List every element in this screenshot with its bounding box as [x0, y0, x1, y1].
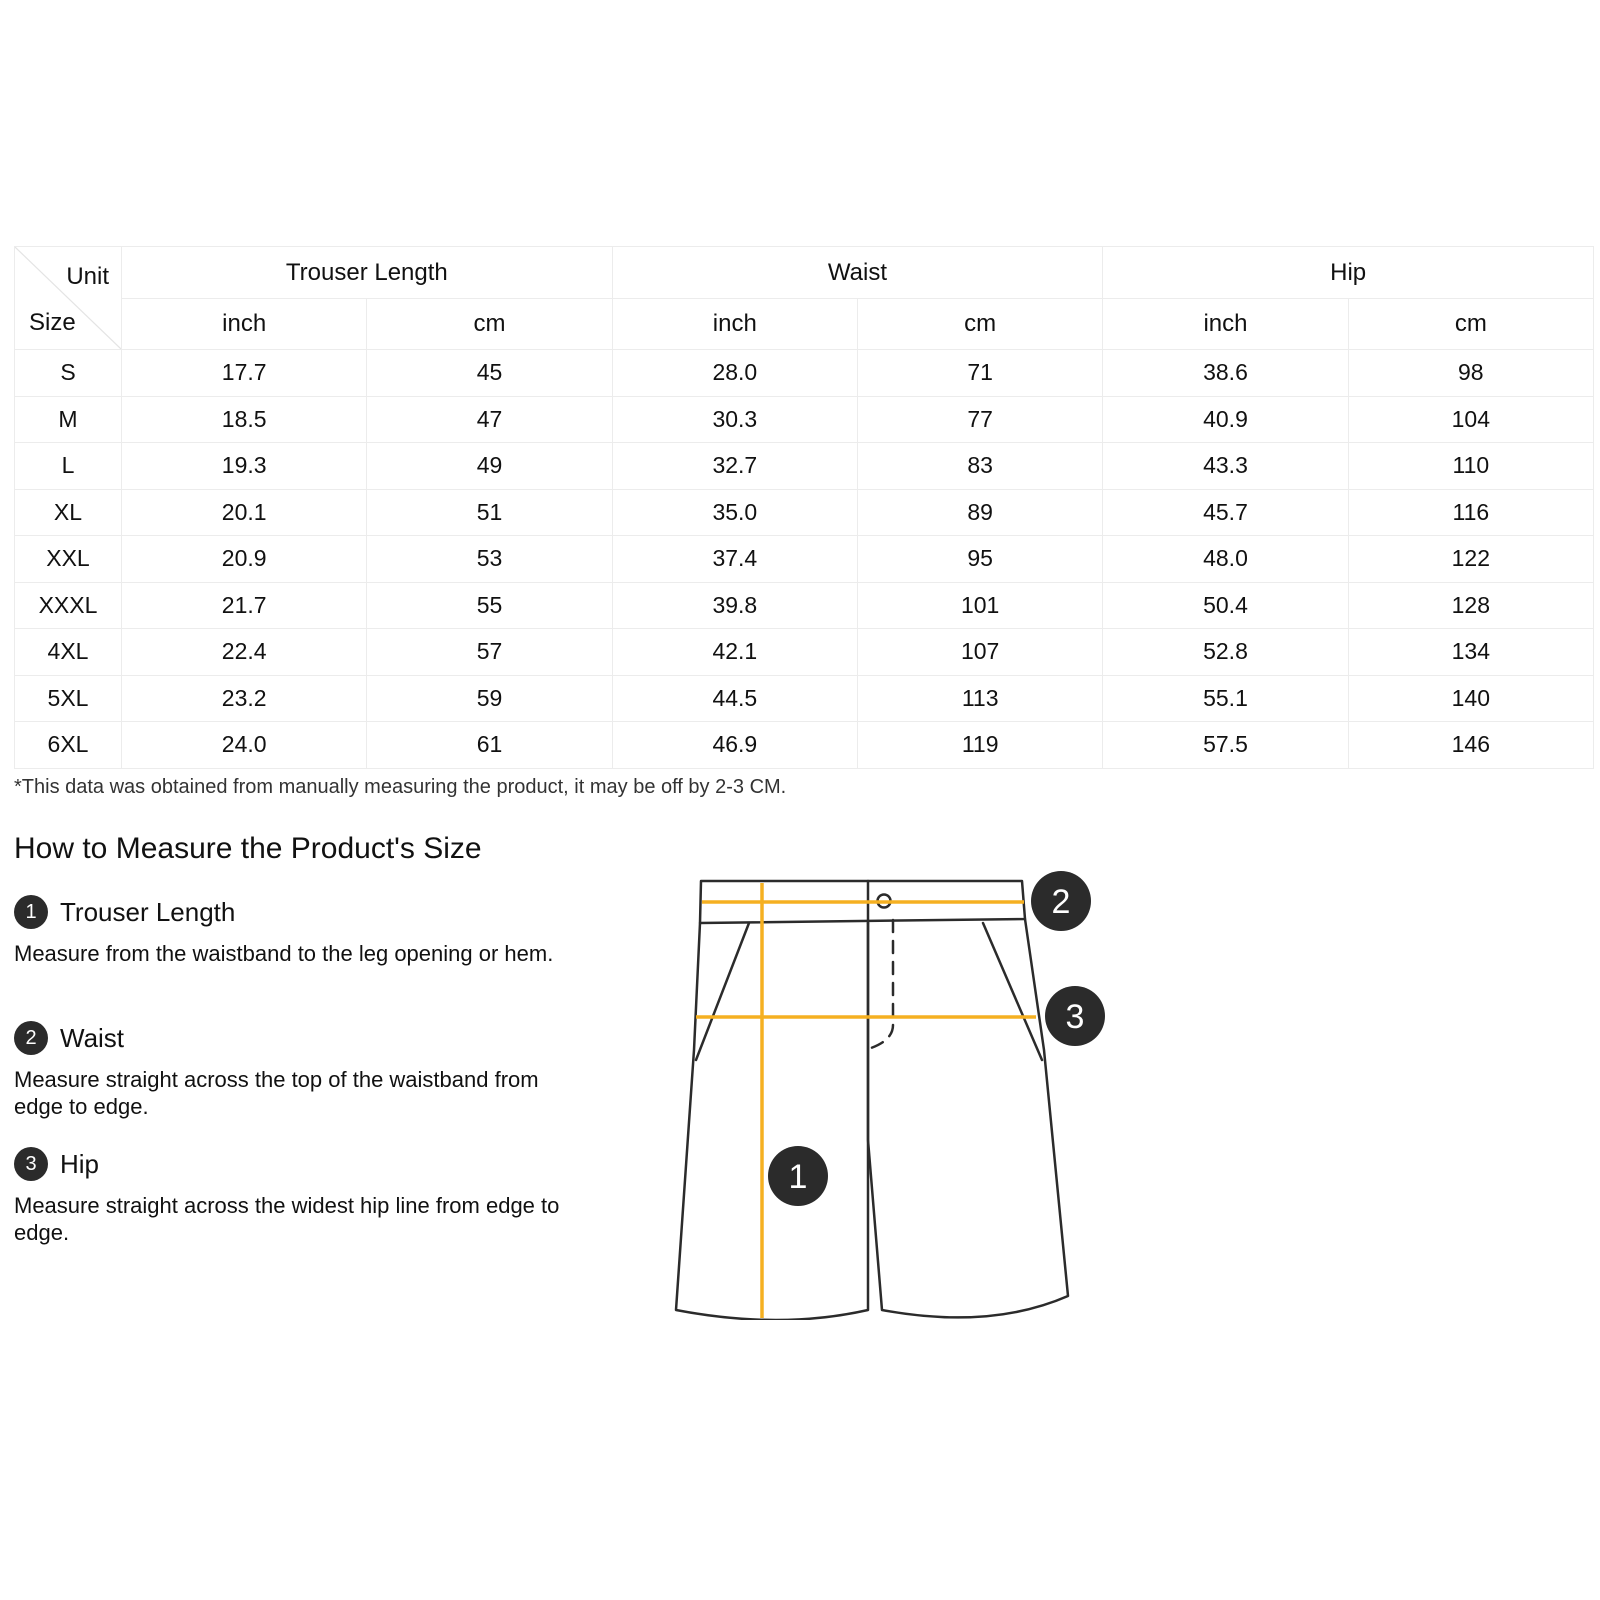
- size-label: Size: [29, 309, 76, 336]
- table-row: [15, 489, 1594, 536]
- table-row: [15, 536, 1594, 583]
- value-cell: 89: [857, 489, 1102, 536]
- left-leg-shape: [676, 923, 868, 1320]
- value-cell: 146: [1348, 722, 1593, 769]
- value-cell: 83: [857, 443, 1102, 490]
- value-cell: 46.9: [612, 722, 857, 769]
- table-row: [15, 629, 1594, 676]
- size-cell: XXXL: [15, 582, 122, 629]
- value-cell: 17.7: [122, 350, 367, 397]
- value-cell: 22.4: [122, 629, 367, 676]
- value-cell: 119: [857, 722, 1102, 769]
- group-header-trouser-length: Trouser Length: [122, 247, 613, 299]
- unit-header: inch: [1103, 299, 1348, 350]
- size-chart-table: [14, 246, 1594, 769]
- value-cell: 45.7: [1103, 489, 1348, 536]
- size-cell: XXL: [15, 536, 122, 583]
- value-cell: 28.0: [612, 350, 857, 397]
- value-cell: 95: [857, 536, 1102, 583]
- value-cell: 35.0: [612, 489, 857, 536]
- value-cell: 30.3: [612, 396, 857, 443]
- size-cell: XL: [15, 489, 122, 536]
- value-cell: 116: [1348, 489, 1593, 536]
- value-cell: 53: [367, 536, 612, 583]
- value-cell: 71: [857, 350, 1102, 397]
- unit-header: inch: [122, 299, 367, 350]
- table-row: [15, 443, 1594, 490]
- marker-label: 1: [788, 1158, 808, 1196]
- value-cell: 43.3: [1103, 443, 1348, 490]
- right-leg-shape: [868, 919, 1068, 1317]
- value-cell: 113: [857, 675, 1102, 722]
- size-cell: 5XL: [15, 675, 122, 722]
- value-cell: 40.9: [1103, 396, 1348, 443]
- step-name: Trouser Length: [60, 896, 236, 927]
- step-description: Measure straight across the widest hip line from edge to edge.: [14, 1193, 560, 1245]
- right-pocket-line: [983, 923, 1042, 1060]
- marker-label: 3: [1065, 998, 1085, 1036]
- marker-trouser-length: [768, 1146, 828, 1206]
- step-description: Measure straight across the top of the waistband from edge to edge.: [14, 1067, 539, 1119]
- value-cell: 38.6: [1103, 350, 1348, 397]
- value-cell: 44.5: [612, 675, 857, 722]
- table-row: [15, 722, 1594, 769]
- value-cell: 55.1: [1103, 675, 1348, 722]
- table-row: [15, 582, 1594, 629]
- value-cell: 20.1: [122, 489, 367, 536]
- step-name: Hip: [60, 1148, 100, 1179]
- value-cell: 104: [1348, 396, 1593, 443]
- step-trouser-length: [14, 894, 574, 967]
- table-row: [15, 675, 1594, 722]
- unit-header: inch: [612, 299, 857, 350]
- step-name: Waist: [60, 1022, 125, 1053]
- value-cell: 23.2: [122, 675, 367, 722]
- step-number-badge: 1: [14, 895, 48, 929]
- value-cell: 110: [1348, 443, 1593, 490]
- value-cell: 134: [1348, 629, 1593, 676]
- size-cell: 4XL: [15, 629, 122, 676]
- group-header-waist: Waist: [612, 247, 1103, 299]
- shorts-measurement-diagram: [650, 860, 1110, 1320]
- value-cell: 20.9: [122, 536, 367, 583]
- value-cell: 48.0: [1103, 536, 1348, 583]
- value-cell: 18.5: [122, 396, 367, 443]
- measure-guide-title: How to Measure the Product's Size: [14, 832, 482, 865]
- size-cell: S: [15, 350, 122, 397]
- value-cell: 55: [367, 582, 612, 629]
- value-cell: 47: [367, 396, 612, 443]
- value-cell: 21.7: [122, 582, 367, 629]
- value-cell: 49: [367, 443, 612, 490]
- unit-header: cm: [857, 299, 1102, 350]
- value-cell: 42.1: [612, 629, 857, 676]
- left-pocket-line: [696, 923, 749, 1060]
- value-cell: 140: [1348, 675, 1593, 722]
- marker-waist: [1031, 871, 1091, 931]
- marker-hip: [1045, 986, 1105, 1046]
- value-cell: 101: [857, 582, 1102, 629]
- step-number-badge: 2: [14, 1021, 48, 1055]
- value-cell: 39.8: [612, 582, 857, 629]
- marker-label: 2: [1051, 883, 1071, 921]
- size-cell: M: [15, 396, 122, 443]
- value-cell: 52.8: [1103, 629, 1348, 676]
- unit-size-corner-cell: [15, 247, 122, 350]
- value-cell: 37.4: [612, 536, 857, 583]
- step-waist: [14, 1020, 574, 1120]
- value-cell: 107: [857, 629, 1102, 676]
- value-cell: 24.0: [122, 722, 367, 769]
- table-row: [15, 396, 1594, 443]
- value-cell: 51: [367, 489, 612, 536]
- step-description: Measure from the waistband to the leg opening or hem.: [14, 941, 554, 966]
- group-header-hip: Hip: [1103, 247, 1594, 299]
- shorts-outline: [676, 881, 1068, 1320]
- fly-stitch: [871, 920, 893, 1048]
- value-cell: 50.4: [1103, 582, 1348, 629]
- size-cell: L: [15, 443, 122, 490]
- unit-header: cm: [1348, 299, 1593, 350]
- measurement-note: *This data was obtained from manually measuring the product, it may be off by 2-3 CM.: [14, 776, 787, 798]
- value-cell: 57: [367, 629, 612, 676]
- step-number-badge: 3: [14, 1147, 48, 1181]
- step-hip: [14, 1146, 574, 1246]
- value-cell: 19.3: [122, 443, 367, 490]
- unit-label: Unit: [66, 263, 109, 290]
- value-cell: 45: [367, 350, 612, 397]
- value-cell: 61: [367, 722, 612, 769]
- value-cell: 57.5: [1103, 722, 1348, 769]
- value-cell: 77: [857, 396, 1102, 443]
- value-cell: 98: [1348, 350, 1593, 397]
- value-cell: 59: [367, 675, 612, 722]
- unit-header: cm: [367, 299, 612, 350]
- size-cell: 6XL: [15, 722, 122, 769]
- value-cell: 32.7: [612, 443, 857, 490]
- value-cell: 128: [1348, 582, 1593, 629]
- value-cell: 122: [1348, 536, 1593, 583]
- table-row: [15, 350, 1594, 397]
